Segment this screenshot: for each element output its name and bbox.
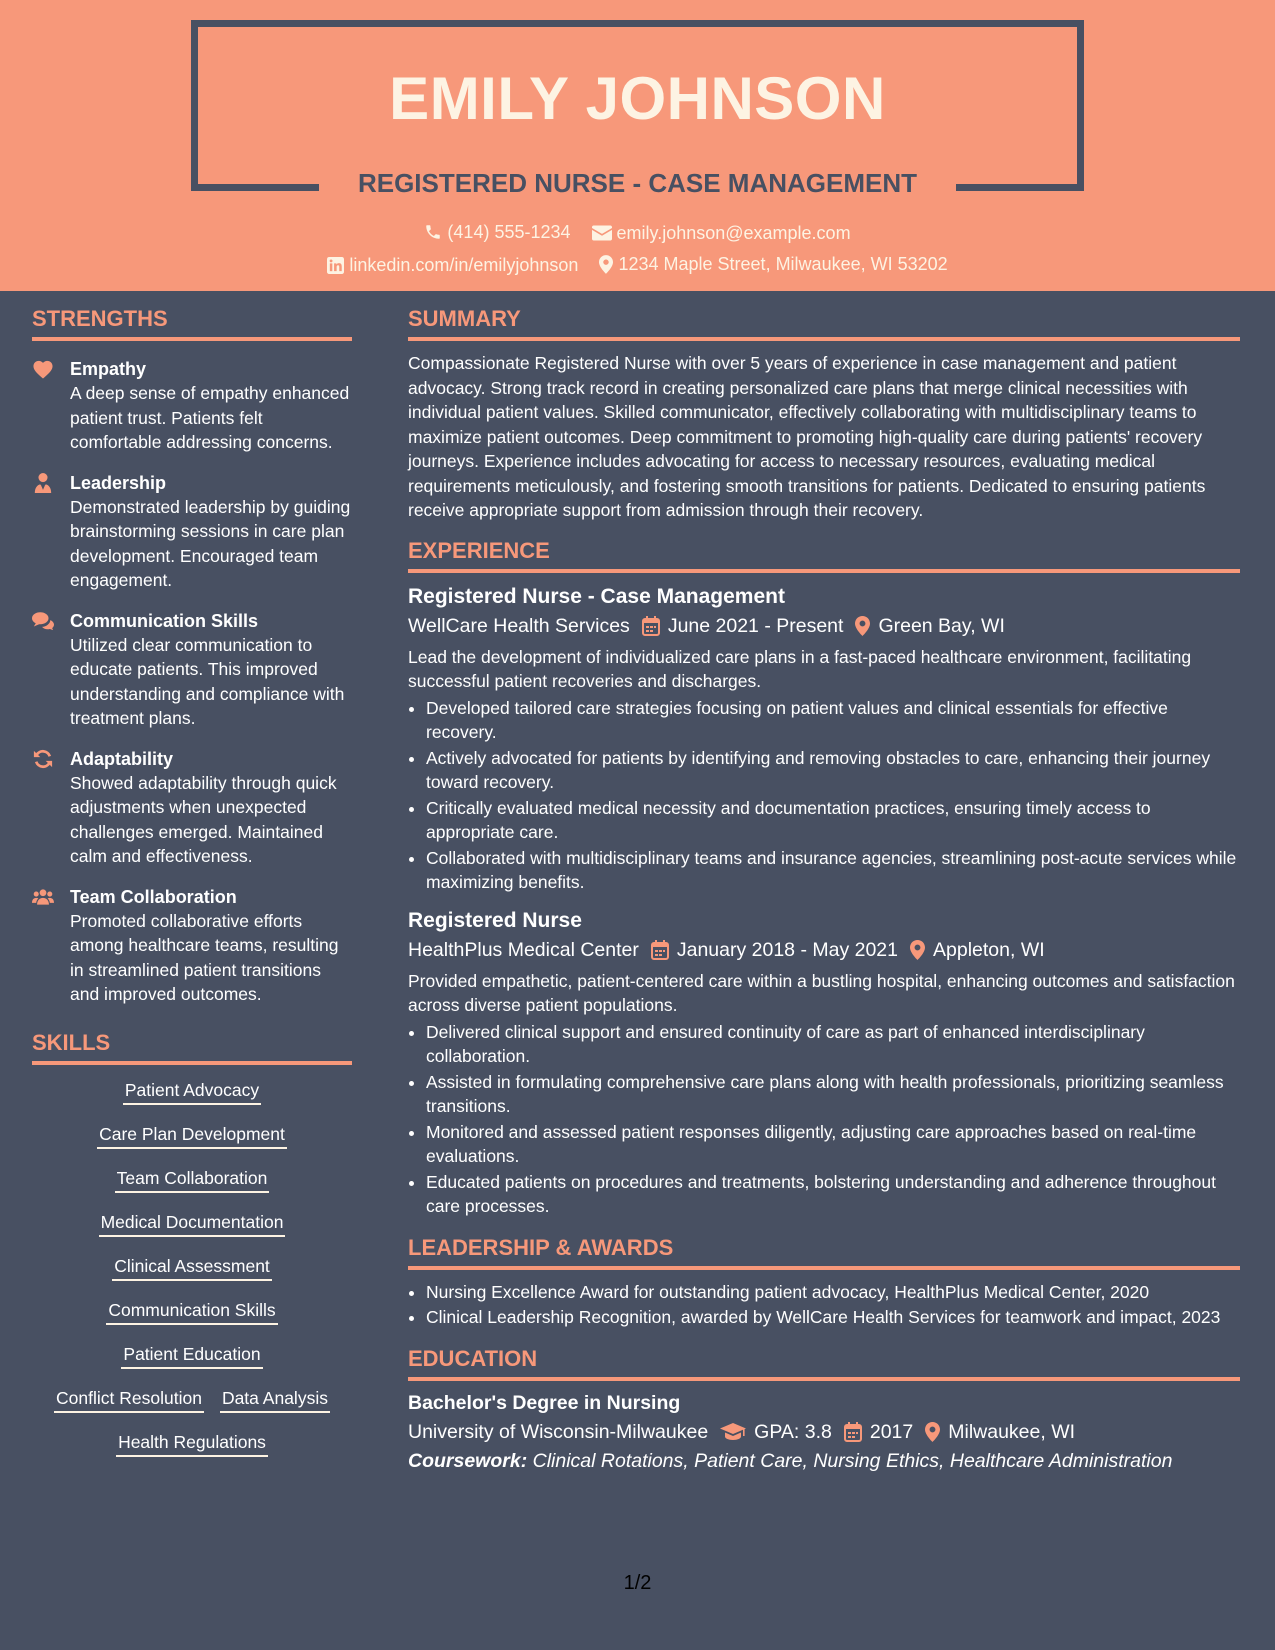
- strength-item: [32, 609, 352, 731]
- skill-tag: Medical Documentation: [99, 1209, 286, 1237]
- skill-tag: Health Regulations: [116, 1429, 268, 1457]
- linkedin-item: [327, 253, 578, 277]
- envelope-icon: [592, 225, 612, 241]
- job-dates: January 2018 - May 2021: [676, 938, 898, 961]
- heart-icon: [32, 359, 54, 379]
- award-item: • Clinical Leadership Recognition, awarded by WellCare Health Services for teamwork and impact, 2023: [426, 1305, 1240, 1330]
- job-role: Registered Nurse - Case Management: [408, 584, 785, 608]
- job-location: Green Bay, WI: [878, 614, 1005, 637]
- awards-list: [408, 1280, 1240, 1330]
- contact-row-1: [0, 220, 1275, 247]
- coursework-label: Coursework:: [408, 1449, 528, 1472]
- map-marker-icon: [910, 940, 925, 960]
- job-bullet: • Developed tailored care strategies focusing on patient values and clinical essentials for effective recovery.: [426, 696, 1240, 745]
- strength-desc: Promoted collaborative efforts among healthcare teams, resulting in streamlined patient transitions and improved outcomes.: [70, 910, 339, 1004]
- calendar-icon: [642, 616, 660, 636]
- summary-heading: SUMMARY: [408, 305, 1240, 341]
- skill-tag: Patient Education: [121, 1341, 262, 1369]
- job-company: WellCare Health Services: [408, 614, 630, 637]
- skill-tag: Patient Advocacy: [123, 1077, 261, 1105]
- calendar-icon: [844, 1422, 862, 1442]
- skill-tag: Data Analysis: [220, 1385, 330, 1413]
- strength-name: Leadership: [70, 472, 167, 493]
- job-bullets: [408, 696, 1240, 895]
- strengths-heading: STRENGTHS: [32, 305, 352, 341]
- job-bullets: [408, 1020, 1240, 1219]
- job-bullet: • Critically evaluated medical necessity and documentation practices, ensuring timely access to appropriate care.: [426, 796, 1240, 845]
- right-column: [408, 291, 1240, 1475]
- phone-icon: [424, 223, 442, 241]
- skill-tag: Clinical Assessment: [112, 1253, 272, 1281]
- job-bullet: • Educated patients on procedures and treatments, bolstering understanding and adherence throughout care processes.: [426, 1170, 1240, 1219]
- edu-school: University of Wisconsin-Milwaukee: [408, 1420, 709, 1443]
- strength-desc: Utilized clear communication to educate patients. This improved understanding and compliance with treatment plans.: [70, 634, 345, 728]
- strength-item: [32, 747, 352, 869]
- edu-degree: Bachelor's Degree in Nursing: [408, 1391, 681, 1414]
- job-meta: [408, 935, 1240, 965]
- strength-name: Communication Skills: [70, 610, 259, 631]
- coursework-list: Clinical Rotations, Patient Care, Nursing Ethics, Healthcare Administration: [532, 1449, 1173, 1472]
- education-heading: EDUCATION: [408, 1345, 1240, 1381]
- address-item: [599, 252, 947, 276]
- resume-header: [0, 0, 1275, 291]
- strength-item: [32, 471, 352, 593]
- edu-coursework: [408, 1447, 1240, 1475]
- strength-desc: Showed adaptability through quick adjustments when unexpected challenges emerged. Maintained calm and effectiveness.: [70, 772, 337, 866]
- strength-item: [32, 357, 352, 455]
- comments-icon: [32, 611, 54, 631]
- skill-tag: Communication Skills: [106, 1297, 277, 1325]
- sync-icon: [32, 749, 54, 769]
- email-text: emily.johnson@example.com: [616, 223, 851, 243]
- linkedin-icon: [327, 257, 344, 274]
- strength-name: Team Collaboration: [70, 886, 237, 907]
- job-bullet: • Delivered clinical support and ensured continuity of care as part of enhanced interdisciplinary collaboration.: [426, 1020, 1240, 1069]
- skill-tag: Team Collaboration: [115, 1165, 270, 1193]
- job-dates: June 2021 - Present: [667, 614, 844, 637]
- skill-tag: Conflict Resolution: [54, 1385, 204, 1413]
- awards-heading: LEADERSHIP & AWARDS: [408, 1234, 1240, 1270]
- job-location: Appleton, WI: [933, 938, 1045, 961]
- users-icon: [32, 887, 54, 907]
- candidate-title: REGISTERED NURSE - CASE MANAGEMENT: [357, 168, 918, 198]
- job-meta: [408, 611, 1240, 641]
- job-description: Provided empathetic, patient-centered care within a bustling hospital, enhancing outcomes and satisfaction across diverse patient populations.: [408, 970, 1235, 1015]
- job-bullet: • Collaborated with multidisciplinary teams and insurance agencies, streamlining post-acute services while maximizing benefits.: [426, 846, 1240, 895]
- edu-gpa: GPA: 3.8: [754, 1420, 832, 1443]
- strength-desc: Demonstrated leadership by guiding brainstorming sessions in care plan development. Encouraged team engagement.: [70, 496, 351, 590]
- map-marker-icon: [855, 616, 870, 636]
- job-entry: [408, 583, 1240, 895]
- phone-item: [424, 220, 570, 244]
- skills-heading: SKILLS: [32, 1029, 352, 1065]
- strength-name: Adaptability: [70, 748, 174, 769]
- job-bullet: • Monitored and assessed patient responses diligently, adjusting care approaches based on real-time evaluations.: [426, 1120, 1240, 1169]
- candidate-name: EMILY JOHNSON: [389, 65, 886, 132]
- edu-location: Milwaukee, WI: [948, 1420, 1076, 1443]
- job-entry: [408, 907, 1240, 1219]
- edu-meta: [408, 1417, 1240, 1447]
- address-text: 1234 Maple Street, Milwaukee, WI 53202: [618, 254, 948, 274]
- graduation-cap-icon: [720, 1423, 746, 1441]
- map-marker-icon: [925, 1422, 940, 1442]
- phone-text: (414) 555-1234: [447, 222, 571, 242]
- award-item: • Nursing Excellence Award for outstanding patient advocacy, HealthPlus Medical Center, 2020: [426, 1280, 1240, 1305]
- email-item: [592, 221, 851, 245]
- job-company: HealthPlus Medical Center: [408, 938, 639, 961]
- left-column: [32, 291, 352, 1473]
- contact-row-2: [0, 252, 1275, 280]
- strength-desc: A deep sense of empathy enhanced patient trust. Patients felt comfortable addressing concerns.: [70, 383, 350, 452]
- strength-item: [32, 885, 352, 1007]
- experience-heading: EXPERIENCE: [408, 537, 1240, 573]
- job-description: Lead the development of individualized care plans in a fast-paced healthcare environment, facilitating successful patient recoveries and discharges.: [408, 646, 1192, 691]
- skills-list: [32, 1065, 352, 1473]
- summary-text: Compassionate Registered Nurse with over 5 years of experience in case management and patient advocacy. Strong track record in creating personalized care plans that merge clinical necessities with individual patient values. Skilled communicator, effectively collaborating with multidisciplinary teams to maximize patient outcomes. Deep commitment to promoting high-quality care during patients' recovery journeys. Experience includes advocating for access to necessary resources, evaluating medical requirements meticulously, and fostering smooth transitions for patients. Dedicated to ensuring patients receive appropriate support from admission through their recovery.: [408, 353, 1206, 520]
- page-number: 1/2: [623, 1572, 652, 1594]
- job-bullet: • Actively advocated for patients by identifying and removing obstacles to care, enhancing their journey toward recovery.: [426, 746, 1240, 795]
- person-tie-icon: [32, 473, 54, 493]
- linkedin-text: linkedin.com/in/emilyjohnson: [349, 255, 579, 275]
- strength-name: Empathy: [70, 359, 147, 379]
- calendar-icon: [651, 940, 669, 960]
- job-bullet: • Assisted in formulating comprehensive care plans along with health professionals, prioritizing seamless transitions.: [426, 1070, 1240, 1119]
- frame-top: [191, 20, 1084, 27]
- map-marker-icon: [599, 255, 613, 274]
- edu-year: 2017: [869, 1420, 914, 1443]
- skill-tag: Care Plan Development: [97, 1121, 287, 1149]
- job-role: Registered Nurse: [408, 908, 582, 932]
